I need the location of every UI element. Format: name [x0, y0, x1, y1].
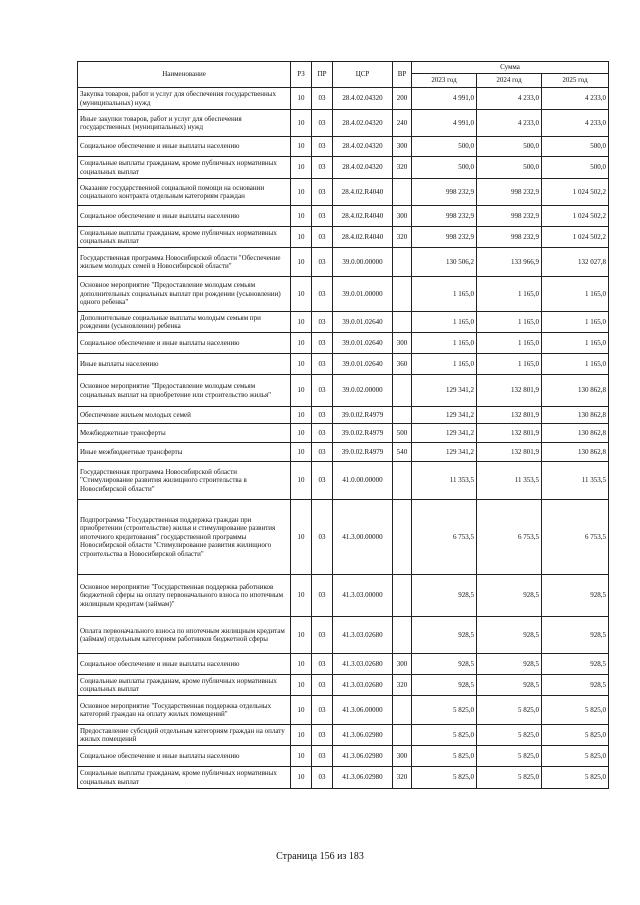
- row-pr-cell: 03: [312, 654, 333, 675]
- row-sum-2023-cell: 5 825,0: [412, 725, 477, 746]
- row-sum-2024-cell: 5 825,0: [477, 725, 542, 746]
- row-sum-2023-cell: 998 232,9: [412, 227, 477, 248]
- row-csr-cell: 41.0.00.00000: [333, 462, 393, 500]
- header-sums: Сумма: [412, 62, 609, 74]
- row-sum-2023-cell: 928,5: [412, 675, 477, 696]
- row-csr-cell: 41.3.03.02680: [333, 675, 393, 696]
- row-sum-2023-cell: 129 341,2: [412, 375, 477, 407]
- row-csr-cell: 28.4.02.04320: [333, 157, 393, 179]
- row-csr-cell: 28.4.02.04320: [333, 88, 393, 110]
- row-vr-cell: 320: [393, 675, 412, 696]
- row-rz-cell: 10: [291, 375, 312, 407]
- row-sum-2025-cell: 928,5: [542, 675, 609, 696]
- row-sum-2023-cell: 928,5: [412, 575, 477, 617]
- row-sum-2025-cell: 11 353,5: [542, 462, 609, 500]
- row-rz-cell: 10: [291, 179, 312, 206]
- row-rz-cell: 10: [291, 157, 312, 179]
- row-vr-cell: 300: [393, 333, 412, 354]
- table-row: [78, 375, 609, 407]
- row-csr-cell: 39.0.02.R4979: [333, 407, 393, 424]
- row-sum-2025-cell: 130 862,8: [542, 375, 609, 407]
- row-sum-2024-cell: 998 232,9: [477, 227, 542, 248]
- row-sum-2024-cell: 1 165,0: [477, 312, 542, 333]
- row-name-cell: Предоставление субсидий отдельным категориям граждан на оплату жилых помещений: [78, 725, 291, 746]
- row-name-cell: Оказание государственной социальной помощи на основании социального контракта отдельным категориям граждан: [78, 179, 291, 206]
- row-name-cell: Основное мероприятие "Государственная поддержка работников бюджетной сферы на оплату первоначального взноса по ипотечным жилищным кредитам (займам)": [78, 575, 291, 617]
- header-year-2024: 2024 год: [477, 74, 542, 88]
- row-pr-cell: 03: [312, 137, 333, 157]
- row-sum-2025-cell: 4 233,0: [542, 110, 609, 137]
- row-name-cell: Социальное обеспечение и иные выплаты населению: [78, 333, 291, 354]
- row-sum-2025-cell: 130 862,8: [542, 407, 609, 424]
- row-rz-cell: 10: [291, 617, 312, 654]
- row-sum-2023-cell: 998 232,9: [412, 206, 477, 227]
- row-pr-cell: 03: [312, 443, 333, 462]
- row-csr-cell: 39.0.02.R4979: [333, 443, 393, 462]
- row-name-cell: Социальное обеспечение и иные выплаты населению: [78, 654, 291, 675]
- row-csr-cell: 41.3.06.02980: [333, 725, 393, 746]
- table-row: [78, 696, 609, 725]
- row-csr-cell: 28.4.02.R4040: [333, 227, 393, 248]
- table-row: [78, 354, 609, 375]
- row-pr-cell: 03: [312, 675, 333, 696]
- row-sum-2024-cell: 133 966,9: [477, 248, 542, 277]
- row-sum-2024-cell: 5 825,0: [477, 746, 542, 767]
- row-name-cell: Подпрограмма "Государственная поддержка граждан при приобретении (строительстве) жилья и стимулирование развития ипотечного кредитования" государственной программы Новосибирской области "Стимулирование развития жилищного строительства в Новосибирской области": [78, 500, 291, 575]
- row-csr-cell: 39.0.01.02640: [333, 333, 393, 354]
- row-sum-2024-cell: 998 232,9: [477, 179, 542, 206]
- row-csr-cell: 28.4.02.R4040: [333, 179, 393, 206]
- header-year-2025: 2025 год: [542, 74, 609, 88]
- row-sum-2023-cell: 928,5: [412, 617, 477, 654]
- row-vr-cell: [393, 179, 412, 206]
- row-csr-cell: 28.4.02.R4040: [333, 206, 393, 227]
- row-sum-2023-cell: 1 165,0: [412, 333, 477, 354]
- row-sum-2024-cell: 1 165,0: [477, 354, 542, 375]
- row-csr-cell: 39.0.01.00000: [333, 277, 393, 312]
- row-sum-2025-cell: 1 165,0: [542, 333, 609, 354]
- row-sum-2025-cell: 130 862,8: [542, 424, 609, 443]
- row-sum-2024-cell: 928,5: [477, 654, 542, 675]
- row-name-cell: Иные выплаты населению: [78, 354, 291, 375]
- row-rz-cell: 10: [291, 767, 312, 789]
- row-sum-2024-cell: 5 825,0: [477, 767, 542, 789]
- row-csr-cell: 41.3.00.00000: [333, 500, 393, 575]
- row-sum-2025-cell: 1 024 502,2: [542, 206, 609, 227]
- row-sum-2024-cell: 1 165,0: [477, 277, 542, 312]
- table-row: [78, 206, 609, 227]
- row-pr-cell: 03: [312, 407, 333, 424]
- row-sum-2025-cell: 6 753,5: [542, 500, 609, 575]
- row-pr-cell: 03: [312, 206, 333, 227]
- row-vr-cell: [393, 462, 412, 500]
- row-name-cell: Социальные выплаты гражданам, кроме публичных нормативных социальных выплат: [78, 157, 291, 179]
- row-vr-cell: 200: [393, 88, 412, 110]
- row-pr-cell: 03: [312, 696, 333, 725]
- row-sum-2023-cell: 129 341,2: [412, 443, 477, 462]
- row-csr-cell: 41.3.06.02980: [333, 746, 393, 767]
- table-body: [78, 88, 609, 789]
- row-name-cell: Государственная программа Новосибирской области "Стимулирование развития жилищного строительства в Новосибирской области": [78, 462, 291, 500]
- row-sum-2023-cell: 129 341,2: [412, 407, 477, 424]
- row-sum-2023-cell: 5 825,0: [412, 696, 477, 725]
- row-sum-2023-cell: 130 506,2: [412, 248, 477, 277]
- row-name-cell: Межбюджетные трансферты: [78, 424, 291, 443]
- row-sum-2024-cell: 6 753,5: [477, 500, 542, 575]
- row-pr-cell: 03: [312, 767, 333, 789]
- table-row: [78, 277, 609, 312]
- header-name: Наименование: [78, 62, 291, 88]
- row-vr-cell: [393, 277, 412, 312]
- row-csr-cell: 28.4.02.04320: [333, 110, 393, 137]
- row-name-cell: Основное мероприятие "Государственная поддержка отдельных категорий граждан на оплату жилых помещений": [78, 696, 291, 725]
- row-name-cell: Основное мероприятие "Предоставление молодым семьям социальных выплат на приобретение или строительство жилья": [78, 375, 291, 407]
- row-pr-cell: 03: [312, 333, 333, 354]
- row-rz-cell: 10: [291, 137, 312, 157]
- row-sum-2023-cell: 11 353,5: [412, 462, 477, 500]
- row-name-cell: Обеспечение жильем молодых семей: [78, 407, 291, 424]
- row-pr-cell: 03: [312, 312, 333, 333]
- row-sum-2025-cell: 5 825,0: [542, 767, 609, 789]
- row-vr-cell: 360: [393, 354, 412, 375]
- row-vr-cell: 300: [393, 654, 412, 675]
- row-vr-cell: 240: [393, 110, 412, 137]
- row-sum-2025-cell: 5 825,0: [542, 746, 609, 767]
- row-sum-2025-cell: 1 024 502,2: [542, 227, 609, 248]
- row-vr-cell: [393, 312, 412, 333]
- budget-table-sheet: [77, 61, 608, 789]
- row-rz-cell: 10: [291, 206, 312, 227]
- row-rz-cell: 10: [291, 725, 312, 746]
- row-csr-cell: 39.0.02.00000: [333, 375, 393, 407]
- row-vr-cell: [393, 248, 412, 277]
- row-sum-2023-cell: 129 341,2: [412, 424, 477, 443]
- table-row: [78, 462, 609, 500]
- row-sum-2025-cell: 500,0: [542, 137, 609, 157]
- row-sum-2024-cell: 928,5: [477, 675, 542, 696]
- row-sum-2023-cell: 998 232,9: [412, 179, 477, 206]
- row-pr-cell: 03: [312, 227, 333, 248]
- row-sum-2023-cell: 4 991,0: [412, 88, 477, 110]
- row-sum-2024-cell: 4 233,0: [477, 110, 542, 137]
- row-vr-cell: 320: [393, 157, 412, 179]
- table-row: [78, 746, 609, 767]
- row-vr-cell: 300: [393, 746, 412, 767]
- row-sum-2025-cell: 928,5: [542, 654, 609, 675]
- row-sum-2024-cell: 132 801,9: [477, 424, 542, 443]
- row-sum-2025-cell: 4 233,0: [542, 88, 609, 110]
- row-rz-cell: 10: [291, 277, 312, 312]
- row-rz-cell: 10: [291, 746, 312, 767]
- header-pr: ПР: [312, 62, 333, 88]
- table-row: [78, 333, 609, 354]
- row-name-cell: Закупка товаров, работ и услуг для обеспечения государственных (муниципальных) нужд: [78, 88, 291, 110]
- row-name-cell: Социальное обеспечение и иные выплаты населению: [78, 137, 291, 157]
- row-pr-cell: 03: [312, 746, 333, 767]
- table-row: [78, 500, 609, 575]
- row-name-cell: Иные закупки товаров, работ и услуг для обеспечения государственных (муниципальных) нужд: [78, 110, 291, 137]
- header-csr: ЦСР: [333, 62, 393, 88]
- row-sum-2025-cell: 130 862,8: [542, 443, 609, 462]
- row-rz-cell: 10: [291, 654, 312, 675]
- row-sum-2025-cell: 1 165,0: [542, 312, 609, 333]
- row-rz-cell: 10: [291, 110, 312, 137]
- row-sum-2023-cell: 1 165,0: [412, 312, 477, 333]
- row-pr-cell: 03: [312, 725, 333, 746]
- row-sum-2024-cell: 132 801,9: [477, 407, 542, 424]
- row-rz-cell: 10: [291, 248, 312, 277]
- row-pr-cell: 03: [312, 248, 333, 277]
- row-csr-cell: 28.4.02.04320: [333, 137, 393, 157]
- table-row: [78, 443, 609, 462]
- row-rz-cell: 10: [291, 675, 312, 696]
- table-row: [78, 157, 609, 179]
- table-row: [78, 407, 609, 424]
- table-row: [78, 137, 609, 157]
- header-rz: РЗ: [291, 62, 312, 88]
- row-sum-2024-cell: 500,0: [477, 157, 542, 179]
- row-sum-2024-cell: 500,0: [477, 137, 542, 157]
- row-rz-cell: 10: [291, 462, 312, 500]
- budget-table: [77, 61, 609, 789]
- row-vr-cell: 320: [393, 767, 412, 789]
- row-sum-2024-cell: 4 233,0: [477, 88, 542, 110]
- row-sum-2025-cell: 5 825,0: [542, 696, 609, 725]
- row-name-cell: Социальные выплаты гражданам, кроме публичных нормативных социальных выплат: [78, 227, 291, 248]
- header-vr: ВР: [393, 62, 412, 88]
- row-pr-cell: 03: [312, 617, 333, 654]
- row-pr-cell: 03: [312, 277, 333, 312]
- row-sum-2024-cell: 928,5: [477, 617, 542, 654]
- table-row: [78, 88, 609, 110]
- row-rz-cell: 10: [291, 407, 312, 424]
- row-vr-cell: 300: [393, 137, 412, 157]
- table-row: [78, 179, 609, 206]
- row-csr-cell: 39.0.01.02640: [333, 354, 393, 375]
- row-sum-2023-cell: 500,0: [412, 137, 477, 157]
- row-rz-cell: 10: [291, 424, 312, 443]
- row-vr-cell: [393, 575, 412, 617]
- table-row: [78, 575, 609, 617]
- row-sum-2023-cell: 1 165,0: [412, 354, 477, 375]
- row-pr-cell: 03: [312, 375, 333, 407]
- row-rz-cell: 10: [291, 443, 312, 462]
- table-row: [78, 248, 609, 277]
- table-row: [78, 110, 609, 137]
- row-name-cell: Социальные выплаты гражданам, кроме публичных нормативных социальных выплат: [78, 767, 291, 789]
- row-sum-2023-cell: 1 165,0: [412, 277, 477, 312]
- row-sum-2025-cell: 132 027,8: [542, 248, 609, 277]
- row-sum-2023-cell: 500,0: [412, 157, 477, 179]
- row-sum-2024-cell: 998 232,9: [477, 206, 542, 227]
- row-sum-2025-cell: 928,5: [542, 575, 609, 617]
- row-sum-2025-cell: 500,0: [542, 157, 609, 179]
- row-vr-cell: 320: [393, 227, 412, 248]
- row-sum-2024-cell: 1 165,0: [477, 333, 542, 354]
- row-vr-cell: 300: [393, 206, 412, 227]
- row-vr-cell: [393, 725, 412, 746]
- table-row: [78, 654, 609, 675]
- row-sum-2023-cell: 5 825,0: [412, 746, 477, 767]
- row-vr-cell: 500: [393, 424, 412, 443]
- row-pr-cell: 03: [312, 110, 333, 137]
- row-vr-cell: [393, 500, 412, 575]
- row-sum-2025-cell: 1 165,0: [542, 277, 609, 312]
- table-row: [78, 617, 609, 654]
- row-csr-cell: 41.3.03.02680: [333, 617, 393, 654]
- row-csr-cell: 39.0.02.R4979: [333, 424, 393, 443]
- row-csr-cell: 41.3.03.02680: [333, 654, 393, 675]
- row-pr-cell: 03: [312, 88, 333, 110]
- table-row: [78, 675, 609, 696]
- row-sum-2025-cell: 928,5: [542, 617, 609, 654]
- row-vr-cell: [393, 375, 412, 407]
- row-sum-2023-cell: 4 991,0: [412, 110, 477, 137]
- row-rz-cell: 10: [291, 500, 312, 575]
- row-pr-cell: 03: [312, 500, 333, 575]
- table-row: [78, 424, 609, 443]
- row-sum-2025-cell: 5 825,0: [542, 725, 609, 746]
- row-sum-2023-cell: 5 825,0: [412, 767, 477, 789]
- row-name-cell: Основное мероприятие "Предоставление молодым семьям дополнительных социальных выплат при рождении (усыновлении) одного ребенка": [78, 277, 291, 312]
- row-pr-cell: 03: [312, 424, 333, 443]
- table-row: [78, 767, 609, 789]
- header-year-2023: 2023 год: [412, 74, 477, 88]
- row-sum-2024-cell: 132 801,9: [477, 375, 542, 407]
- row-rz-cell: 10: [291, 333, 312, 354]
- row-name-cell: Социальное обеспечение и иные выплаты населению: [78, 206, 291, 227]
- page-number: Страница 156 из 183: [276, 851, 364, 862]
- row-vr-cell: [393, 696, 412, 725]
- table-row: [78, 725, 609, 746]
- row-rz-cell: 10: [291, 354, 312, 375]
- row-sum-2025-cell: 1 024 502,2: [542, 179, 609, 206]
- row-sum-2024-cell: 5 825,0: [477, 696, 542, 725]
- row-csr-cell: 39.0.00.00000: [333, 248, 393, 277]
- row-name-cell: Государственная программа Новосибирской области "Обеспечение жильем молодых семей в Новосибирской области": [78, 248, 291, 277]
- row-rz-cell: 10: [291, 88, 312, 110]
- row-csr-cell: 41.3.03.00000: [333, 575, 393, 617]
- row-name-cell: Дополнительные социальные выплаты молодым семьям при рождении (усыновлении) ребенка: [78, 312, 291, 333]
- row-pr-cell: 03: [312, 157, 333, 179]
- row-name-cell: Оплата первоначального взноса по ипотечным жилищным кредитам (займам) отдельным категориям работников бюджетной сферы: [78, 617, 291, 654]
- row-sum-2025-cell: 1 165,0: [542, 354, 609, 375]
- table-row: [78, 312, 609, 333]
- row-name-cell: Социальное обеспечение и иные выплаты населению: [78, 746, 291, 767]
- row-pr-cell: 03: [312, 354, 333, 375]
- row-sum-2023-cell: 6 753,5: [412, 500, 477, 575]
- row-rz-cell: 10: [291, 227, 312, 248]
- row-rz-cell: 10: [291, 696, 312, 725]
- row-vr-cell: 540: [393, 443, 412, 462]
- row-sum-2024-cell: 928,5: [477, 575, 542, 617]
- row-rz-cell: 10: [291, 575, 312, 617]
- row-csr-cell: 41.3.06.02980: [333, 767, 393, 789]
- row-name-cell: Социальные выплаты гражданам, кроме публичных нормативных социальных выплат: [78, 675, 291, 696]
- row-pr-cell: 03: [312, 179, 333, 206]
- row-csr-cell: 41.3.06.00000: [333, 696, 393, 725]
- row-name-cell: Иные межбюджетные трансферты: [78, 443, 291, 462]
- row-pr-cell: 03: [312, 462, 333, 500]
- row-vr-cell: [393, 407, 412, 424]
- row-sum-2023-cell: 928,5: [412, 654, 477, 675]
- row-pr-cell: 03: [312, 575, 333, 617]
- row-sum-2024-cell: 132 801,9: [477, 443, 542, 462]
- row-vr-cell: [393, 617, 412, 654]
- row-sum-2024-cell: 11 353,5: [477, 462, 542, 500]
- table-row: [78, 227, 609, 248]
- row-rz-cell: 10: [291, 312, 312, 333]
- row-csr-cell: 39.0.01.02640: [333, 312, 393, 333]
